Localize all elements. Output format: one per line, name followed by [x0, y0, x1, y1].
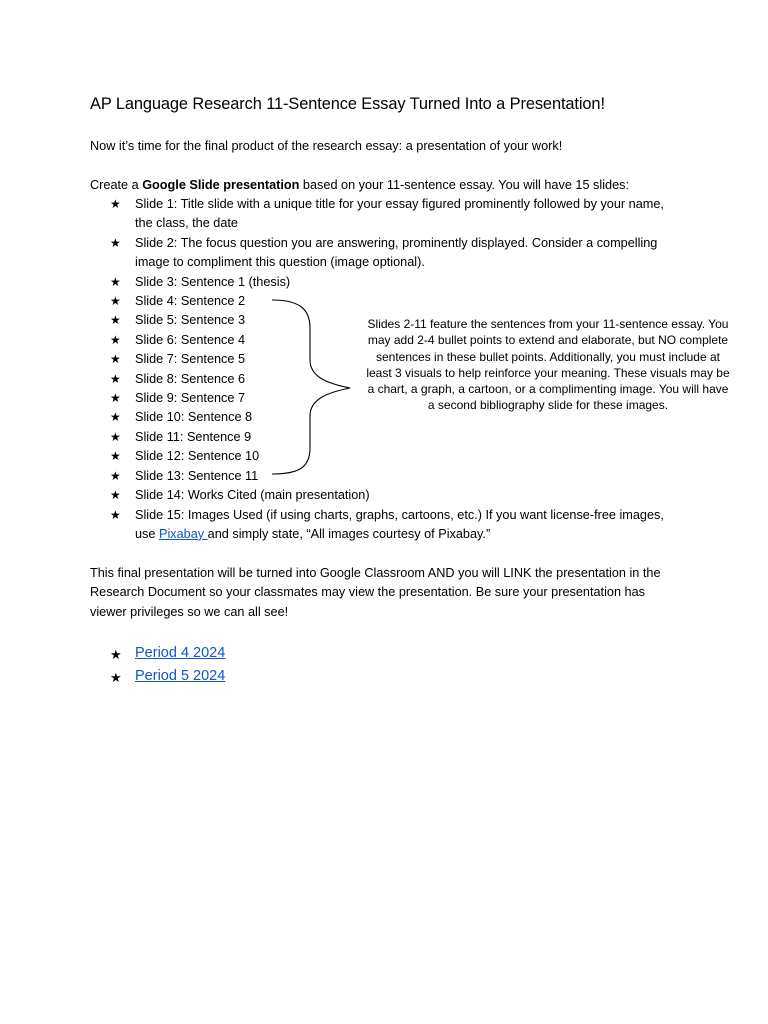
star-bullet-icon: ★: [110, 391, 121, 406]
slide-item-text: Slide 12: Sentence 10: [135, 449, 260, 464]
slide-item-text: Slide 2: The focus question you are answering, prominently displayed. Consider a compelling image to compliment this question (image optional).: [135, 235, 658, 270]
star-bullet-icon: ★: [110, 197, 121, 211]
period-item: [110, 665, 225, 688]
slide-item-text: Slide 10: Sentence 8: [135, 410, 253, 425]
pixabay-link[interactable]: Pixabay: [158, 526, 208, 541]
slides-note: Slides 2-11 feature the sentences from your 11-sentence essay. You may add 2-4 bullet points to extend and elaborate, but NO complete sentences in these bullet points. Additionally, you must include at least 3 visuals to help reinforce your meaning. These visuals may be a chart, a graph, a cartoon, or a complimenting image. You will have a second bibliography slide for these images.: [366, 317, 730, 413]
slide-item: [110, 273, 680, 292]
slide-item: [110, 195, 680, 234]
slide-item: [110, 486, 680, 505]
page-title: AP Language Research 11-Sentence Essay Turned Into a Presentation!: [90, 95, 605, 113]
slide-item-text: Slide 7: Sentence 5: [135, 352, 246, 367]
create-prefix: Create a: [90, 178, 143, 192]
slide-item-text: Slide 11: Sentence 9: [135, 429, 252, 444]
slide-item-text: Slide 9: Sentence 7: [135, 391, 246, 406]
intro-paragraph: Now it’s time for the final product of the research essay: a presentation of your work!: [90, 139, 563, 153]
slide-15-suffix: and simply state, “All images courtesy of Pixabay.”: [207, 526, 491, 541]
create-bold: Google Slide presentation: [142, 178, 300, 192]
period-4-link[interactable]: Period 4 2024: [135, 645, 226, 661]
star-bullet-icon: ★: [110, 352, 121, 367]
slide-item-text: Slide 14: Works Cited (main presentation): [135, 488, 370, 503]
slide-item-text: Slide 5: Sentence 3: [135, 313, 246, 328]
slide-15-prefix: Slide 15: Images Used (if using charts, graphs, cartoons, etc.) If you want license-free images, use: [135, 507, 664, 541]
star-bullet-icon: ★: [110, 371, 121, 386]
curly-brace-icon: [270, 298, 356, 478]
star-bullet-icon: ★: [110, 670, 122, 685]
slide-item: [110, 292, 680, 311]
period-links: [110, 642, 225, 688]
star-bullet-icon: ★: [110, 274, 121, 289]
star-bullet-icon: ★: [110, 429, 121, 444]
slide-item-text: Slide 8: Sentence 6: [135, 371, 246, 386]
star-bullet-icon: ★: [110, 410, 121, 425]
slide-item: [110, 447, 680, 466]
star-bullet-icon: ★: [110, 468, 121, 483]
star-bullet-icon: ★: [110, 313, 121, 328]
slide-item: [110, 234, 680, 273]
slide-item-text: Slide 4: Sentence 2: [135, 294, 246, 309]
slide-item: [110, 467, 680, 486]
slide-item-text: Slide 6: Sentence 4: [135, 332, 246, 347]
slide-item-text: Slide 3: Sentence 1 (thesis): [135, 274, 291, 289]
star-bullet-icon: ★: [110, 294, 121, 309]
slide-item: [110, 506, 680, 545]
period-5-link[interactable]: Period 5 2024: [135, 668, 226, 684]
slide-item: [110, 428, 680, 447]
create-suffix: based on your 11-sentence essay. You will have 15 slides:: [299, 178, 630, 192]
star-bullet-icon: ★: [110, 507, 121, 522]
period-item: [110, 642, 225, 665]
closing-paragraph: This final presentation will be turned into Google Classroom AND you will LINK the presentation in the Research Document so your classmates may view the presentation. Be sure your presentation has viewer privileges so we can all see!: [90, 566, 661, 619]
create-paragraph: [90, 176, 690, 195]
star-bullet-icon: ★: [110, 332, 121, 347]
star-bullet-icon: ★: [110, 449, 121, 464]
star-bullet-icon: ★: [110, 647, 122, 662]
star-bullet-icon: ★: [110, 488, 121, 503]
slide-item-text: Slide 1: Title slide with a unique title for your essay figured prominently followed by your name, the class, the date: [135, 197, 664, 231]
slide-item-text: Slide 13: Sentence 11: [135, 468, 259, 483]
star-bullet-icon: ★: [110, 235, 121, 250]
